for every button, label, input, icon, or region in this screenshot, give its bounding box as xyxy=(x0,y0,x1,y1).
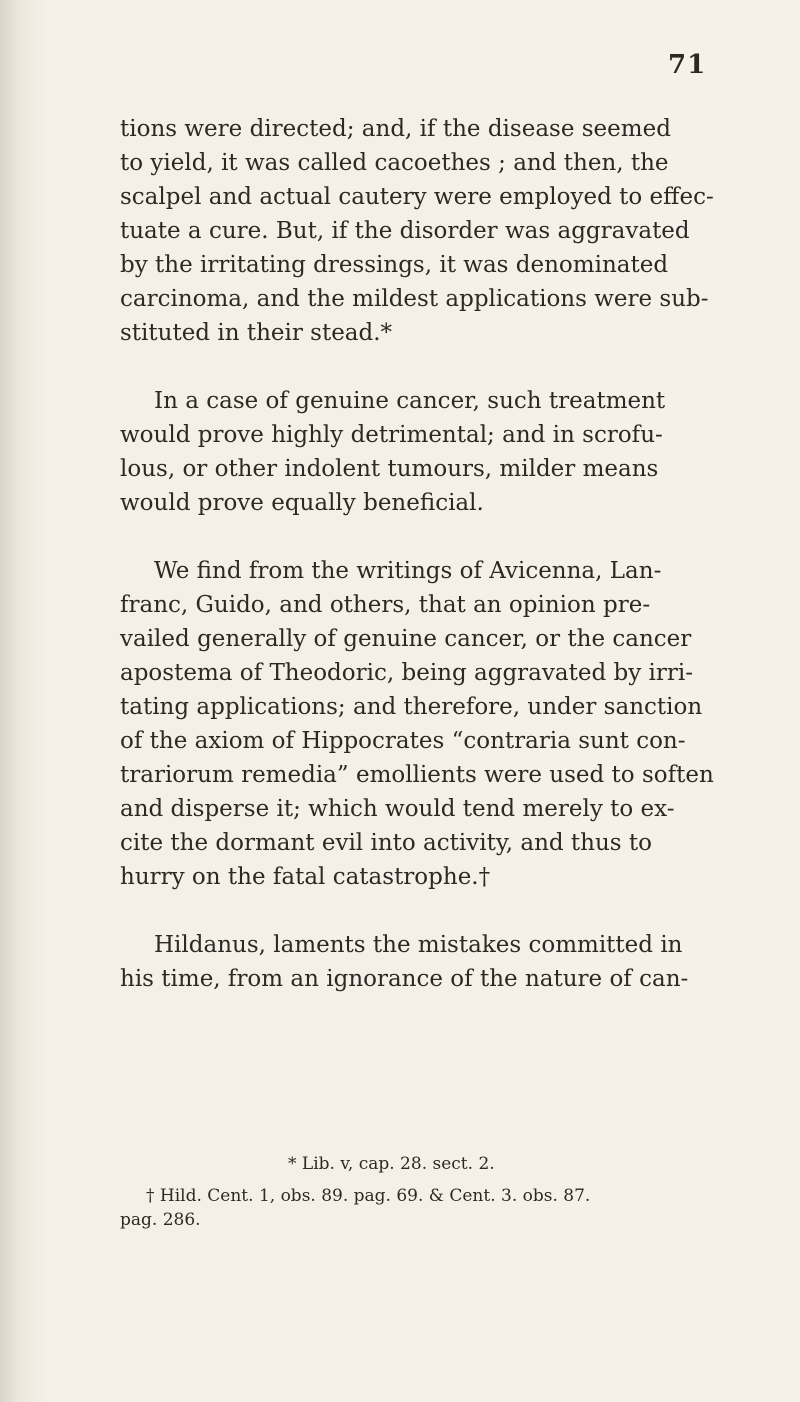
paragraph-line: vailed generally of genuine cancer, or the cancer xyxy=(120,626,692,652)
footnote-2-continuation: pag. 286. xyxy=(120,1210,201,1230)
paragraph-line: Hildanus, laments the mistakes committed in xyxy=(154,932,683,958)
main-text xyxy=(120,112,714,996)
paragraph-line: lous, or other indolent tumours, milder means xyxy=(120,456,659,482)
paragraph-line: of the axiom of Hippocrates “contraria sunt con- xyxy=(120,728,686,754)
paragraph-line: trariorum remedia” emollients were used to soften xyxy=(120,762,714,788)
paragraph-line: would prove equally beneficial. xyxy=(120,490,484,516)
paragraph-line: tating applications; and therefore, under sanction xyxy=(120,694,703,720)
paragraph-line: would prove highly detrimental; and in scrofu- xyxy=(120,422,663,448)
footnotes xyxy=(120,1152,708,1232)
paragraph-line: hurry on the fatal catastrophe.† xyxy=(120,864,491,890)
paragraph-line: his time, from an ignorance of the nature of can- xyxy=(120,966,689,992)
paragraph-line: apostema of Theodoric, being aggravated by irri- xyxy=(120,660,693,686)
paragraph-1 xyxy=(120,112,714,350)
paragraph-line: franc, Guido, and others, that an opinion pre- xyxy=(120,592,651,618)
paragraph-line: stituted in their stead.* xyxy=(120,320,393,346)
paragraph-2 xyxy=(120,384,708,520)
paragraph-line: tuate a cure. But, if the disorder was aggravated xyxy=(120,218,690,244)
paragraph-line: We find from the writings of Avicenna, Lan- xyxy=(154,558,662,584)
footnote-2: † Hild. Cent. 1, obs. 89. pag. 69. & Cent. 3. obs. 87. xyxy=(146,1186,591,1206)
footnote-1: * Lib. v, cap. 28. sect. 2. xyxy=(288,1154,495,1174)
paragraph-3 xyxy=(120,554,714,894)
paragraph-line: and disperse it; which would tend merely to ex- xyxy=(120,796,675,822)
paragraph-4 xyxy=(120,928,708,996)
paragraph-line: scalpel and actual cautery were employed to effec- xyxy=(120,184,714,210)
paragraph-line: carcinoma, and the mildest applications were sub- xyxy=(120,286,709,312)
paragraph-line: to yield, it was called cacoethes ; and then, the xyxy=(120,150,669,176)
paragraph-line: cite the dormant evil into activity, and thus to xyxy=(120,830,653,856)
paragraph-line: In a case of genuine cancer, such treatment xyxy=(154,388,666,414)
page-number: 71 xyxy=(668,50,707,80)
paragraph-line: by the irritating dressings, it was denominated xyxy=(120,252,669,278)
paragraph-line: tions were directed; and, if the disease seemed xyxy=(120,116,671,142)
